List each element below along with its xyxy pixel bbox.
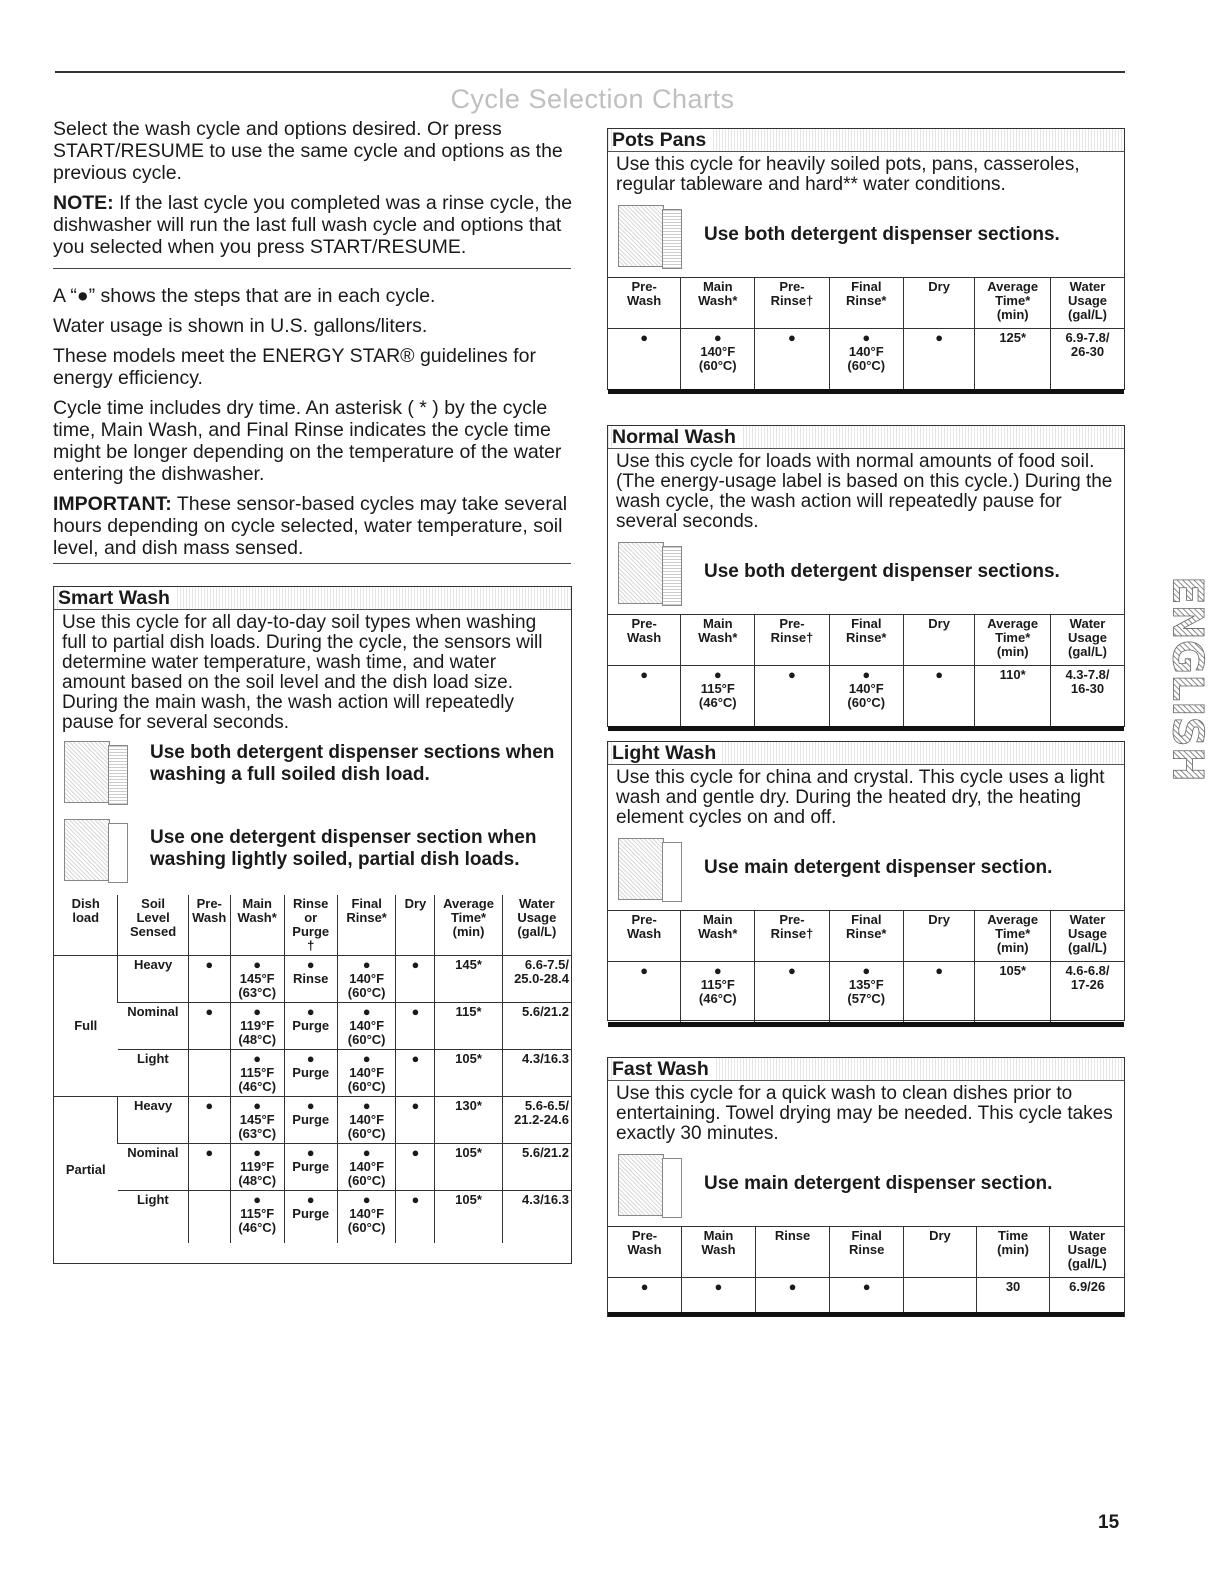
table-cell: 110* bbox=[975, 666, 1051, 729]
table-cell-dry: ● bbox=[396, 1097, 435, 1144]
dispenser-icon bbox=[616, 538, 684, 606]
smart-wash-description: Use this cycle for all day-to-day soil types when washing full to partial dish loads. During the cycle, the sensors will determine water temperature, wash time, and water amount based on the soil level and the dish load size. During the main wash, the wash action will repeatedly pause for several seconds. bbox=[62, 612, 543, 733]
table-cell: ● bbox=[640, 330, 649, 345]
cycle-name: Pots Pans bbox=[608, 129, 1124, 152]
table-cell-main: ● 145°F (63°C) bbox=[230, 1097, 284, 1144]
table-cell: ● bbox=[640, 667, 649, 682]
table-cell-final: ● 140°F (60°C) bbox=[337, 1097, 396, 1144]
table-cell: ● 140°F (60°C) bbox=[681, 329, 755, 392]
table-cell: ● 140°F (60°C) bbox=[829, 329, 903, 392]
col-header: Dry bbox=[903, 911, 975, 962]
dispenser-icon bbox=[616, 834, 684, 902]
smart-wash-box bbox=[53, 586, 572, 1264]
table-cell: ● bbox=[755, 666, 829, 729]
intro-section bbox=[53, 118, 573, 266]
table-cell-soil: Heavy bbox=[118, 956, 188, 1003]
table-cell: ● bbox=[755, 962, 829, 1025]
table-cell: ● bbox=[903, 329, 975, 392]
important-label: IMPORTANT: bbox=[53, 493, 172, 515]
cycle-name: Normal Wash bbox=[608, 426, 1124, 449]
table-cell-soil: Light bbox=[118, 1050, 188, 1097]
table-row bbox=[54, 1144, 571, 1191]
table-cell-soil: Nominal bbox=[118, 1144, 188, 1191]
cycle-table bbox=[608, 614, 1124, 731]
col-header: Water Usage (gal/L) bbox=[1050, 911, 1124, 962]
side-label: ENGLISH bbox=[1163, 575, 1213, 783]
bullet-explanation: A “●” shows the steps that are in each cycle. bbox=[53, 285, 436, 307]
cycle-table bbox=[608, 277, 1124, 394]
table-cell: 6.9-7.8/ 26-30 bbox=[1050, 329, 1124, 392]
table-cell-time: 105* bbox=[435, 1144, 502, 1191]
dispenser-single-icon bbox=[62, 815, 130, 883]
table-cell: 30 bbox=[976, 1278, 1050, 1315]
table-cell-dry: ● bbox=[396, 1050, 435, 1097]
note-text: If the last cycle you completed was a rinse cycle, the dishwasher will run the last full wash cycle and options that you selected when you press START/RESUME. bbox=[53, 192, 573, 258]
energy-star-note: These models meet the ENERGY STAR® guidelines for energy efficiency. bbox=[53, 345, 536, 389]
note-label: NOTE: bbox=[53, 192, 114, 214]
col-header: Time (min) bbox=[976, 1227, 1050, 1278]
smart-col-header: Main Wash* bbox=[230, 895, 284, 956]
table-cell-water: 5.6/21.2 bbox=[502, 1003, 571, 1050]
cycle-description: Use this cycle for heavily soiled pots, pans, casseroles, regular tableware and hard** water conditions. bbox=[616, 154, 1080, 195]
table-cell-dry: ● bbox=[396, 1191, 435, 1244]
table-cell-main: ● 115°F (46°C) bbox=[230, 1191, 284, 1244]
important-note bbox=[53, 493, 573, 559]
table-cell: ● bbox=[830, 1278, 904, 1315]
smart-col-header: Dish load bbox=[71, 896, 100, 925]
table-cell: ● bbox=[640, 963, 649, 978]
col-header: Average Time* (min) bbox=[975, 615, 1051, 666]
col-header: Final Rinse* bbox=[829, 911, 903, 962]
col-header: Water Usage (gal/L) bbox=[1050, 278, 1124, 329]
table-cell: 6.9/26 bbox=[1050, 1278, 1124, 1315]
table-row bbox=[54, 1050, 571, 1097]
table-cell-final: ● 140°F (60°C) bbox=[337, 1191, 396, 1244]
col-header: Pre- Wash bbox=[608, 1227, 681, 1278]
table-cell-time: 105* bbox=[435, 1050, 502, 1097]
table-cell-water: 5.6/21.2 bbox=[502, 1144, 571, 1191]
language-tab bbox=[1157, 570, 1213, 788]
col-header: Pre- Rinse† bbox=[755, 911, 829, 962]
smart-col-header: Pre- Wash bbox=[188, 895, 230, 956]
intro-paragraph: Select the wash cycle and options desired. Or press START/RESUME to use the same cycle and options as the previous cycle. bbox=[53, 118, 563, 184]
smart-col-header: Final Rinse* bbox=[337, 895, 396, 956]
cycle-name: Fast Wash bbox=[608, 1058, 1124, 1081]
table-cell-pre: ● bbox=[188, 1003, 230, 1050]
table-row bbox=[54, 956, 571, 1003]
table-cell: ● bbox=[903, 962, 975, 1025]
col-header: Pre- Rinse† bbox=[755, 278, 829, 329]
table-cell: 125* bbox=[975, 329, 1051, 392]
col-header: Main Wash bbox=[681, 1227, 755, 1278]
table-cell-main: ● 119°F (48°C) bbox=[230, 1003, 284, 1050]
table-cell-time: 130* bbox=[435, 1097, 502, 1144]
table-cell-pre: ● bbox=[188, 1097, 230, 1144]
detergent-instruction: Use both detergent dispenser sections. bbox=[704, 224, 1060, 245]
table-cell-soil: Nominal bbox=[118, 1003, 188, 1050]
col-header: Pre- Wash bbox=[608, 615, 681, 666]
table-cell-final: ● 140°F (60°C) bbox=[337, 1144, 396, 1191]
table-cell: 4.6-6.8/ 17-26 bbox=[1050, 962, 1124, 1025]
detergent-note bbox=[616, 538, 1124, 606]
cycle-table bbox=[608, 910, 1124, 1027]
detergent-instruction: Use both detergent dispenser sections when washing a full soiled dish load. bbox=[150, 742, 555, 785]
col-header: Dry bbox=[904, 1227, 976, 1278]
note-paragraph bbox=[53, 192, 573, 258]
detergent-instruction: Use both detergent dispenser sections. bbox=[704, 561, 1060, 582]
cycle-description: Use this cycle for loads with normal amounts of food soil. (The energy-usage label is based on this cycle.) During the wash cycle, the wash action will repeatedly pause for several seconds. bbox=[616, 451, 1113, 532]
table-cell-time: 115* bbox=[435, 1003, 502, 1050]
table-cell-dry: ● bbox=[396, 1003, 435, 1050]
table-cell-main: ● 119°F (48°C) bbox=[230, 1144, 284, 1191]
table-cell-rinse: ● Purge bbox=[284, 1144, 337, 1191]
dish-load-cell: Full bbox=[54, 956, 118, 1097]
table-cell-rinse: ● Purge bbox=[284, 1097, 337, 1144]
important-text: These sensor-based cycles may take several hours depending on cycle selected, water temperature, soil level, and dish mass sensed. bbox=[53, 493, 568, 559]
table-cell-dry: ● bbox=[396, 956, 435, 1003]
col-header: Water Usage (gal/L) bbox=[1050, 1227, 1124, 1278]
smart-wash-header: Smart Wash bbox=[54, 587, 571, 610]
table-cell: ● 115°F (46°C) bbox=[681, 962, 755, 1025]
table-cell bbox=[904, 1278, 976, 1315]
table-cell-soil: Heavy bbox=[118, 1097, 188, 1144]
col-header: Pre- Wash bbox=[608, 278, 681, 329]
detergent-note-one bbox=[62, 815, 571, 883]
detergent-note-both bbox=[62, 737, 571, 805]
dispenser-both-icon bbox=[62, 737, 130, 805]
table-cell-pre: ● bbox=[188, 956, 230, 1003]
table-cell: ● bbox=[755, 329, 829, 392]
table-cell-water: 4.3/16.3 bbox=[502, 1050, 571, 1097]
table-cell-dry: ● bbox=[396, 1144, 435, 1191]
detergent-instruction: Use main detergent dispenser section. bbox=[704, 857, 1053, 878]
dish-load-cell: Partial bbox=[54, 1097, 118, 1244]
cycle-name: Light Wash bbox=[608, 742, 1124, 765]
cycle-description: Use this cycle for china and crystal. This cycle uses a light wash and gentle dry. During the heated dry, the heating element cycles on and off. bbox=[616, 767, 1105, 828]
table-cell: ● bbox=[903, 666, 975, 729]
smart-wash-table bbox=[54, 895, 571, 1243]
detergent-note bbox=[616, 834, 1124, 902]
col-header: Main Wash* bbox=[681, 615, 755, 666]
table-cell: ● 115°F (46°C) bbox=[681, 666, 755, 729]
water-usage-note: Water usage is shown in U.S. gallons/liters. bbox=[53, 315, 428, 337]
table-cell: ● bbox=[755, 1278, 829, 1315]
col-header: Average Time* (min) bbox=[975, 911, 1051, 962]
table-cell: ● bbox=[640, 1279, 649, 1294]
divider bbox=[53, 563, 571, 564]
smart-col-header: Soil Level Sensed bbox=[118, 895, 188, 956]
cycle-table bbox=[608, 1226, 1124, 1317]
cycle-box bbox=[607, 741, 1125, 1021]
cycle-time-note: Cycle time includes dry time. An asterisk ( * ) by the cycle time, Main Wash, and Final Rinse indicates the cycle time might be longer depending on the temperature of the water entering the dishwasher. bbox=[53, 397, 562, 485]
table-cell-final: ● 140°F (60°C) bbox=[337, 1050, 396, 1097]
smart-col-header: Rinse or Purge † bbox=[284, 895, 337, 956]
table-cell-rinse: ● Purge bbox=[284, 1003, 337, 1050]
detergent-instruction: Use one detergent dispenser section when washing lightly soiled, partial dish loads. bbox=[150, 827, 537, 870]
table-cell-rinse: ● Rinse bbox=[284, 956, 337, 1003]
table-cell-time: 105* bbox=[435, 1191, 502, 1244]
table-cell-pre bbox=[188, 1191, 230, 1244]
cycle-box bbox=[607, 1057, 1125, 1317]
table-cell-pre bbox=[188, 1050, 230, 1097]
table-row bbox=[54, 1097, 571, 1144]
table-cell-soil: Light bbox=[118, 1191, 188, 1244]
table-cell-pre: ● bbox=[188, 1144, 230, 1191]
dispenser-icon bbox=[616, 1150, 684, 1218]
table-cell: 4.3-7.8/ 16-30 bbox=[1050, 666, 1124, 729]
col-header: Pre- Wash bbox=[608, 911, 681, 962]
cycle-description: Use this cycle for a quick wash to clean dishes prior to entertaining. Towel drying may be needed. This cycle takes exactly 30 minutes. bbox=[616, 1083, 1113, 1144]
table-row bbox=[54, 1003, 571, 1050]
col-header: Final Rinse bbox=[830, 1227, 904, 1278]
col-header: Main Wash* bbox=[681, 911, 755, 962]
table-cell-rinse: ● Purge bbox=[284, 1191, 337, 1244]
intro-section-2 bbox=[53, 285, 573, 567]
table-row bbox=[54, 1191, 571, 1244]
table-cell: ● 140°F (60°C) bbox=[829, 666, 903, 729]
table-cell-main: ● 115°F (46°C) bbox=[230, 1050, 284, 1097]
smart-col-header: Dry bbox=[396, 895, 435, 956]
table-cell-rinse: ● Purge bbox=[284, 1050, 337, 1097]
smart-col-header: Water Usage (gal/L) bbox=[502, 895, 571, 956]
table-cell: ● 135°F (57°C) bbox=[829, 962, 903, 1025]
detergent-note bbox=[616, 201, 1124, 269]
col-header: Average Time* (min) bbox=[975, 278, 1051, 329]
smart-col-header: Average Time* (min) bbox=[435, 895, 502, 956]
detergent-note bbox=[616, 1150, 1124, 1218]
col-header: Final Rinse* bbox=[829, 615, 903, 666]
col-header: Pre- Rinse† bbox=[755, 615, 829, 666]
page-number: 15 bbox=[1098, 1512, 1120, 1533]
col-header: Water Usage (gal/L) bbox=[1050, 615, 1124, 666]
table-cell-water: 6.6-7.5/ 25.0-28.4 bbox=[502, 956, 571, 1003]
page-title: Cycle Selection Charts bbox=[450, 84, 735, 114]
table-cell-water: 5.6-6.5/ 21.2-24.6 bbox=[502, 1097, 571, 1144]
cycle-box bbox=[607, 128, 1125, 390]
cycle-box bbox=[607, 425, 1125, 727]
table-cell: 105* bbox=[975, 962, 1051, 1025]
dispenser-icon bbox=[616, 201, 684, 269]
col-header: Rinse bbox=[755, 1227, 829, 1278]
table-cell-time: 145* bbox=[435, 956, 502, 1003]
col-header: Dry bbox=[903, 615, 975, 666]
top-rule bbox=[55, 71, 1125, 73]
col-header: Final Rinse* bbox=[829, 278, 903, 329]
divider bbox=[53, 268, 571, 269]
col-header: Main Wash* bbox=[681, 278, 755, 329]
table-cell-final: ● 140°F (60°C) bbox=[337, 1003, 396, 1050]
table-cell: ● bbox=[681, 1278, 755, 1315]
table-cell-water: 4.3/16.3 bbox=[502, 1191, 571, 1244]
detergent-instruction: Use main detergent dispenser section. bbox=[704, 1173, 1053, 1194]
col-header: Dry bbox=[903, 278, 975, 329]
table-cell-final: ● 140°F (60°C) bbox=[337, 956, 396, 1003]
table-cell-main: ● 145°F (63°C) bbox=[230, 956, 284, 1003]
